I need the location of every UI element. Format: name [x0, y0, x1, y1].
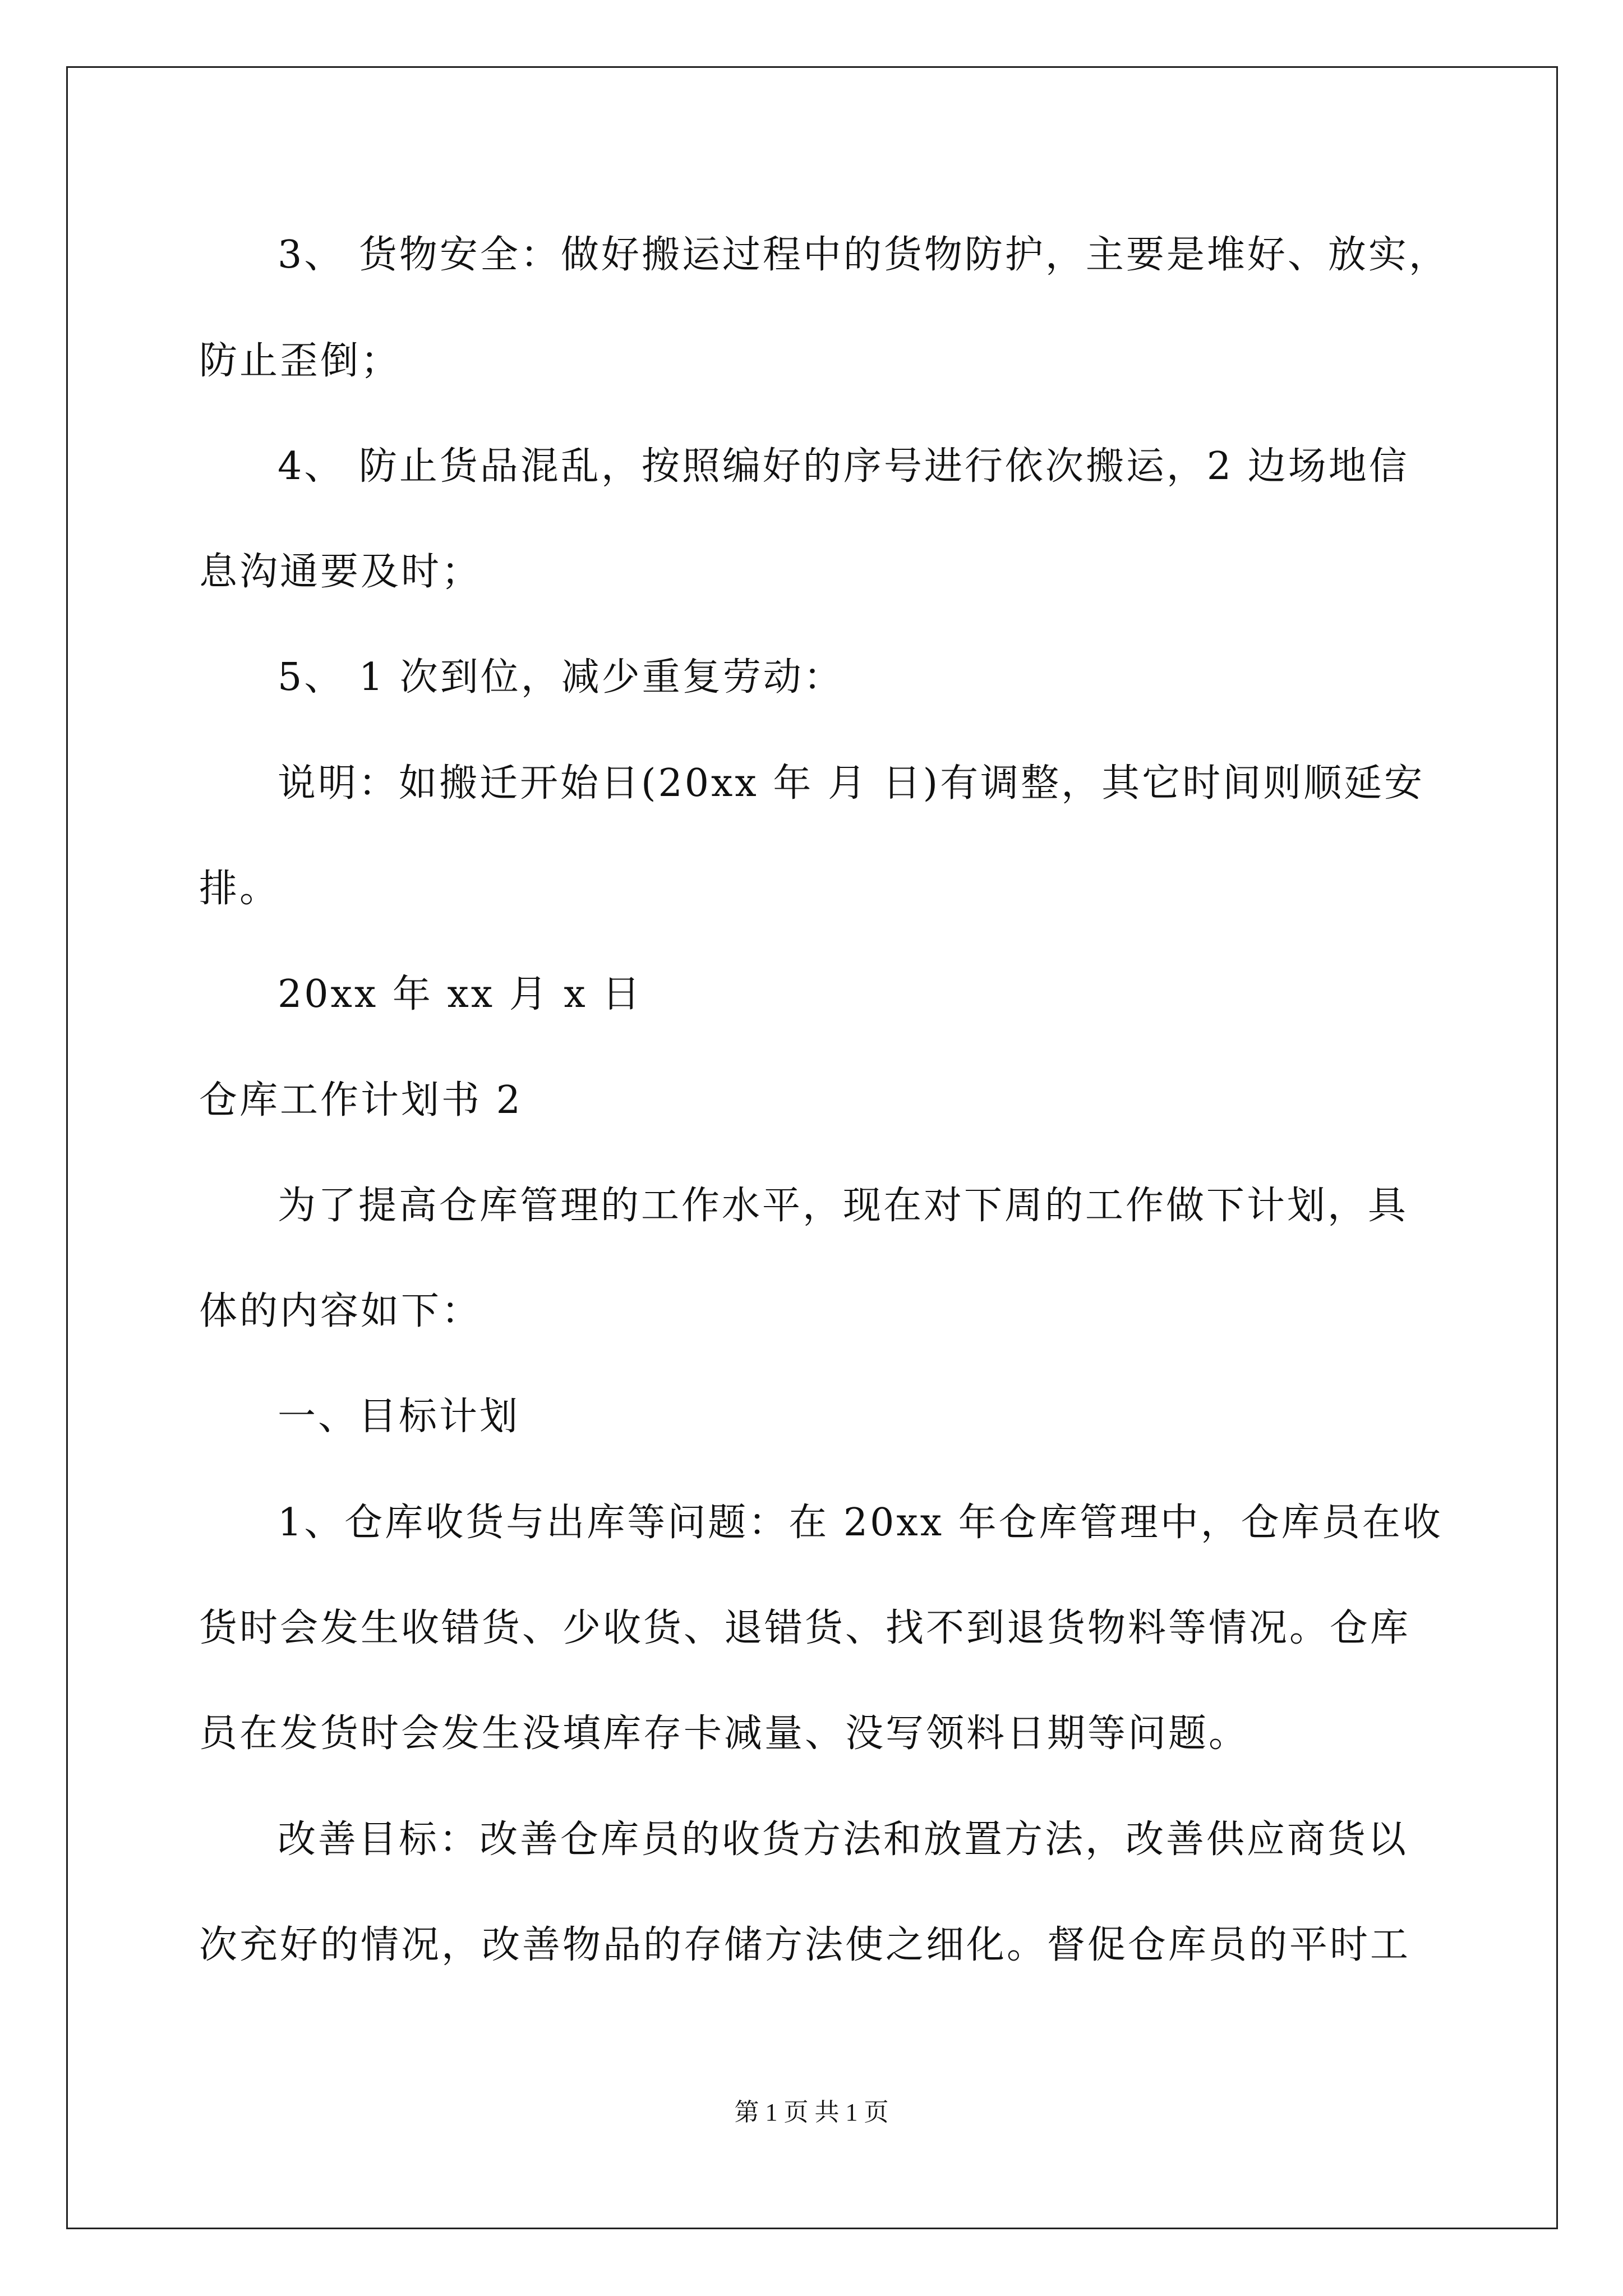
section-heading: 仓库工作计划书 2	[199, 1078, 523, 1122]
paragraph-line: 次充好的情况，改善物品的存储方法使之细化。督促仓库员的平时工	[199, 1923, 1411, 1967]
paragraph-line: 说明：如搬迁开始日(20xx 年 月 日)有调整，其它时间则顺延安	[278, 761, 1425, 806]
page-number-footer: 第 1 页 共 1 页	[734, 2099, 889, 2126]
paragraph-line: 4、 防止货品混乱，按照编好的序号进行依次搬运，2 边场地信	[278, 444, 1409, 489]
page-border	[66, 66, 1558, 2229]
date-line: 20xx 年 xx 月 x 日	[278, 972, 643, 1016]
paragraph-line: 体的内容如下：	[199, 1289, 482, 1333]
paragraph-line: 货时会发生收错货、少收货、退错货、找不到退货物料等情况。仓库	[199, 1606, 1411, 1650]
paragraph-line: 3、 货物安全：做好搬运过程中的货物防护，主要是堆好、放实，	[278, 233, 1449, 277]
paragraph-line: 防止歪倒；	[199, 339, 402, 383]
subheading: 一、目标计划	[278, 1395, 520, 1439]
paragraph-line: 改善目标：改善仓库员的收货方法和放置方法，改善供应商货以	[278, 1818, 1409, 1862]
paragraph-line: 员在发货时会发生没填库存卡减量、没写领料日期等问题。	[199, 1711, 1249, 1756]
paragraph-line: 为了提高仓库管理的工作水平，现在对下周的工作做下计划，具	[278, 1184, 1409, 1228]
paragraph-line: 1、仓库收货与出库等问题：在 20xx 年仓库管理中，仓库员在收	[278, 1501, 1443, 1545]
paragraph-line: 5、 1 次到位，减少重复劳动：	[278, 655, 844, 700]
paragraph-line: 息沟通要及时；	[199, 550, 482, 594]
paragraph-line: 排。	[199, 867, 280, 911]
